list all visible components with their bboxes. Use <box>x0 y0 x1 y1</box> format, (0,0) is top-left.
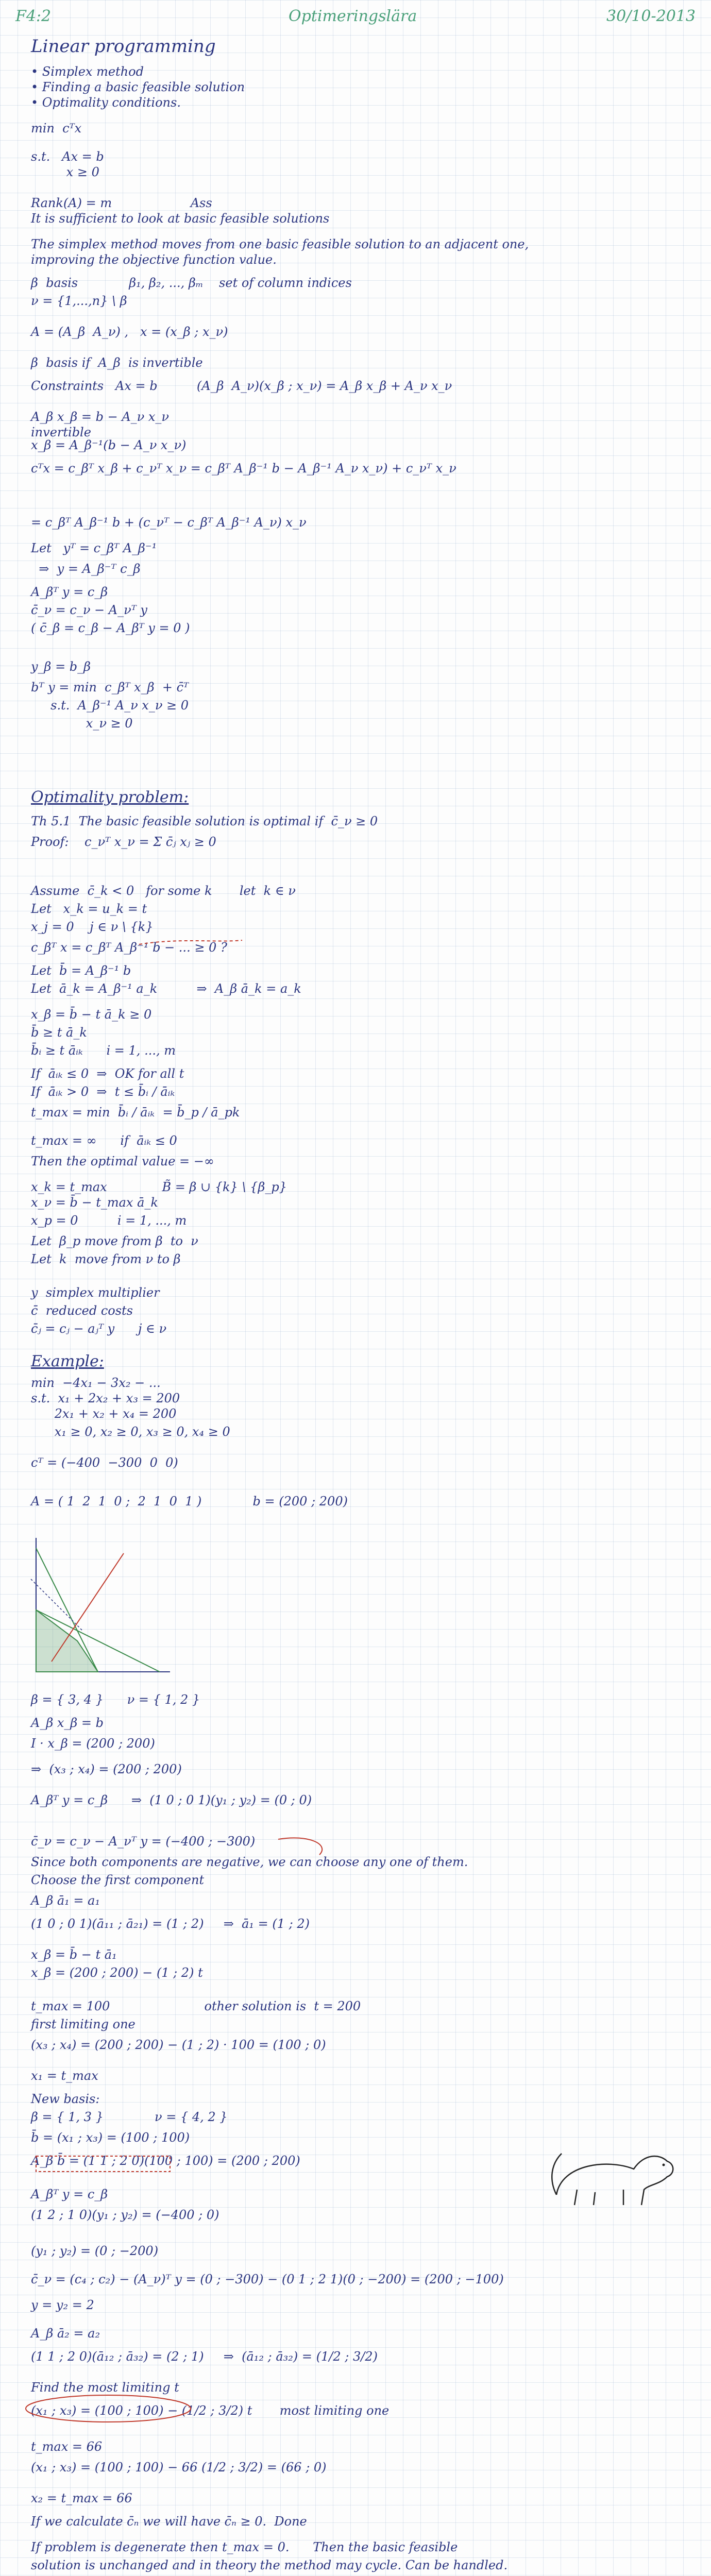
note-line: A = (A_β A_ν) , x = (x_β ; x_ν) <box>31 325 228 339</box>
note-line: x₁ = t_max <box>31 2069 98 2083</box>
note-line: Th 5.1 The basic feasible solution is optimal if c̄_ν ≥ 0 <box>31 814 378 828</box>
note-line: A_β ā₁ = a₁ <box>31 1893 100 1908</box>
note-line: t_max = min b̄ᵢ / āᵢₖ = b̄_p / ā_pk <box>31 1105 240 1120</box>
note-line: c̄_ν = c_ν − A_νᵀ y <box>31 603 147 617</box>
note-line: A_β ā₂ = a₂ <box>31 2326 100 2341</box>
note-line: Let yᵀ = c_βᵀ A_β⁻¹ <box>31 541 157 555</box>
note-line: b̄ᵢ ≥ t āᵢₖ i = 1, ..., m <box>31 1043 176 1058</box>
note-line: Find the most limiting t <box>31 2380 179 2395</box>
note-line: ⇒ (x₃ ; x₄) = (200 ; 200) <box>31 1762 182 1776</box>
note-line: x ≥ 0 <box>31 165 99 179</box>
note-line: Let β_p move from β to ν <box>31 1234 198 1248</box>
note-line: If problem is degenerate then t_max = 0. Then the basic feasible <box>31 2540 458 2554</box>
lecture-label: F4:2 <box>15 7 52 25</box>
note-line: x_j = 0 j ∈ ν \ {k} <box>31 920 154 934</box>
note-line: c_βᵀ x = c_βᵀ A_β⁻¹ b − ... ≥ 0 ? <box>31 940 227 955</box>
note-line: β basis β₁, β₂, ..., βₘ set of column indices <box>31 276 352 290</box>
note-line: x_β = A_β⁻¹(b − A_ν x_ν) <box>31 438 187 452</box>
note-line: s.t. Ax = b <box>31 149 104 164</box>
note-line: t_max = 66 <box>31 2439 103 2454</box>
note-line: s.t. x₁ + 2x₂ + x₃ = 200 <box>31 1391 180 1405</box>
note-line: bᵀ y = min c_βᵀ x_β + c̄ᵀ <box>31 680 189 694</box>
date-label: 30/10-2013 <box>606 7 696 25</box>
note-line: (y₁ ; y₂) = (0 ; −200) <box>31 2244 159 2258</box>
note-line: c̄_ν = (c₄ ; c₂) − (A_ν)ᵀ y = (0 ; −300) − (0 1 ; 2 1)(0 ; −200) = (200 ; −100) <box>31 2272 504 2286</box>
note-line: (x₃ ; x₄) = (200 ; 200) − (1 ; 2) · 100 = (100 ; 0) <box>31 2038 326 2052</box>
note-line: cᵀ = (−400 −300 0 0) <box>31 1455 178 1470</box>
note-line: Let x_k = u_k = t <box>31 902 147 916</box>
note-line: A_β x_β = b <box>31 1716 104 1730</box>
note-line: ν = {1,...,n} \ β <box>31 294 127 308</box>
note-line: Rank(A) = m Ass <box>31 196 212 210</box>
note-line: b̄ ≥ t ā_k <box>31 1025 87 1040</box>
note-line: t_max = ∞ if āᵢₖ ≤ 0 <box>31 1133 177 1148</box>
note-line: = c_βᵀ A_β⁻¹ b + (c_νᵀ − c_βᵀ A_β⁻¹ A_ν) x_ν <box>31 515 307 530</box>
note-line: Then the optimal value = −∞ <box>31 1154 214 1168</box>
note-line: (x₁ ; x₃) = (100 ; 100) − 66 (1/2 ; 3/2) = (66 ; 0) <box>31 2460 327 2475</box>
note-line: A_βᵀ y = c_β <box>31 2187 108 2201</box>
note-line: If we calculate c̄ₙ we will have c̄ₙ ≥ 0. Done <box>31 2514 307 2529</box>
note-line: x_k = t_max B̃ = β ∪ {k} \ {β_p} <box>31 1180 287 1194</box>
note-line: ⇒ y = A_β⁻ᵀ c_β <box>31 562 141 576</box>
note-line: first limiting one <box>31 2017 136 2031</box>
note-line: • Optimality conditions. <box>31 95 181 110</box>
note-line: min cᵀx <box>31 121 82 135</box>
note-line: min −4x₁ − 3x₂ − ... <box>31 1376 161 1390</box>
note-line: β = { 3, 4 } ν = { 1, 2 } <box>31 1692 200 1707</box>
note-line: Optimality problem: <box>31 788 189 806</box>
note-line: 2x₁ + x₂ + x₄ = 200 <box>31 1406 177 1421</box>
note-line: Assume c̄_k < 0 for some k let k ∈ ν <box>31 884 296 898</box>
note-line: s.t. A_β⁻¹ A_ν x_ν ≥ 0 <box>31 698 189 713</box>
note-line: (1 2 ; 1 0)(y₁ ; y₂) = (−400 ; 0) <box>31 2208 219 2222</box>
note-line: x_ν ≥ 0 <box>31 716 133 731</box>
note-line: x₁ ≥ 0, x₂ ≥ 0, x₃ ≥ 0, x₄ ≥ 0 <box>31 1425 230 1439</box>
note-line: Linear programming <box>31 36 216 57</box>
note-line: β = { 1, 3 } ν = { 4, 2 } <box>31 2110 228 2124</box>
note-line: b̄ = (x₁ ; x₃) = (100 ; 100) <box>31 2130 190 2145</box>
note-line: c̄_ν = c_ν − A_νᵀ y = (−400 ; −300) <box>31 1834 256 1849</box>
note-line: New basis: <box>31 2092 100 2106</box>
note-line: c̄ reduced costs <box>31 1303 133 1318</box>
note-line: x_β = b̄ − t ā_k ≥ 0 <box>31 1007 152 1022</box>
note-line: y = y₂ = 2 <box>31 2298 94 2312</box>
note-line: Let k move from ν to β <box>31 1252 181 1266</box>
note-line: A_βᵀ y = c_β ⇒ (1 0 ; 0 1)(y₁ ; y₂) = (0 ; 0) <box>31 1793 312 1807</box>
note-line: A_β x_β = b − A_ν x_ν <box>31 410 170 424</box>
note-line: Let b̄ = A_β⁻¹ b <box>31 963 131 978</box>
note-line: t_max = 100 other solution is t = 200 <box>31 1999 361 2013</box>
note-line: A = ( 1 2 1 0 ; 2 1 0 1 ) b = (200 ; 200) <box>31 1494 348 1509</box>
note-line: Since both components are negative, we can choose any one of them. <box>31 1855 468 1869</box>
note-line: (1 1 ; 2 0)(ā₁₂ ; ā₃₂) = (2 ; 1) ⇒ (ā₁₂ ; ā₃₂) = (1/2 ; 3/2) <box>31 2349 378 2364</box>
note-line: improving the objective function value. <box>31 252 277 267</box>
note-line: y_β = b_β <box>31 659 91 674</box>
note-line: Choose the first component <box>31 1873 205 1887</box>
note-line: A_βᵀ y = c_β <box>31 585 108 599</box>
note-line: x_p = 0 i = 1, ..., m <box>31 1213 187 1228</box>
note-line: x₂ = t_max = 66 <box>31 2491 132 2505</box>
note-line: x_β = b̄ − t ā₁ <box>31 1947 117 1962</box>
note-line: I · x_β = (200 ; 200) <box>31 1736 155 1751</box>
note-line: If āᵢₖ ≤ 0 ⇒ OK for all t <box>31 1066 184 1081</box>
note-line: • Simplex method <box>31 64 144 79</box>
note-line: Example: <box>31 1352 104 1370</box>
note-line: c̄ⱼ = cⱼ − aⱼᵀ y j ∈ ν <box>31 1321 167 1336</box>
note-line: Let ā_k = A_β⁻¹ a_k ⇒ A_β ā_k = a_k <box>31 981 301 996</box>
note-line: The simplex method moves from one basic feasible solution to an adjacent one, <box>31 237 529 251</box>
note-line: (1 0 ; 0 1)(ā₁₁ ; ā₂₁) = (1 ; 2) ⇒ ā₁ = (1 ; 2) <box>31 1917 310 1931</box>
note-line: x_ν = b̄ − t_max ā_k <box>31 1195 158 1210</box>
note-line: (x₁ ; x₃) = (100 ; 100) − (1/2 ; 3/2) t most limiting one <box>31 2403 390 2418</box>
note-line: • Finding a basic feasible solution <box>31 80 245 94</box>
note-line: Proof: c_νᵀ x_ν = Σ c̄ⱼ xⱼ ≥ 0 <box>31 835 216 849</box>
note-line: ( c̄_β = c_β − A_βᵀ y = 0 ) <box>31 621 190 635</box>
note-line: It is sufficient to look at basic feasible solutions <box>31 211 330 226</box>
note-line: y simplex multiplier <box>31 1285 160 1300</box>
note-line: invertible <box>31 425 91 439</box>
note-line: A_β b̄ = (1 1 ; 2 0)(100 ; 100) = (200 ; 200) <box>31 2154 300 2168</box>
course-title: Optimeringslära <box>289 7 417 25</box>
note-line: Constraints Ax = b (A_β A_ν)(x_β ; x_ν) = A_β x_β + A_ν x_ν <box>31 379 452 393</box>
note-line: cᵀx = c_βᵀ x_β + c_νᵀ x_ν = c_βᵀ A_β⁻¹ b − A_β⁻¹ A_ν x_ν) + c_νᵀ x_ν <box>31 461 456 476</box>
note-line: β basis if A_β is invertible <box>31 355 203 370</box>
note-line: solution is unchanged and in theory the method may cycle. Can be handled. <box>31 2558 508 2572</box>
note-line: If āᵢₖ > 0 ⇒ t ≤ b̄ᵢ / āᵢₖ <box>31 1084 175 1099</box>
note-line: x_β = (200 ; 200) − (1 ; 2) t <box>31 1965 203 1980</box>
